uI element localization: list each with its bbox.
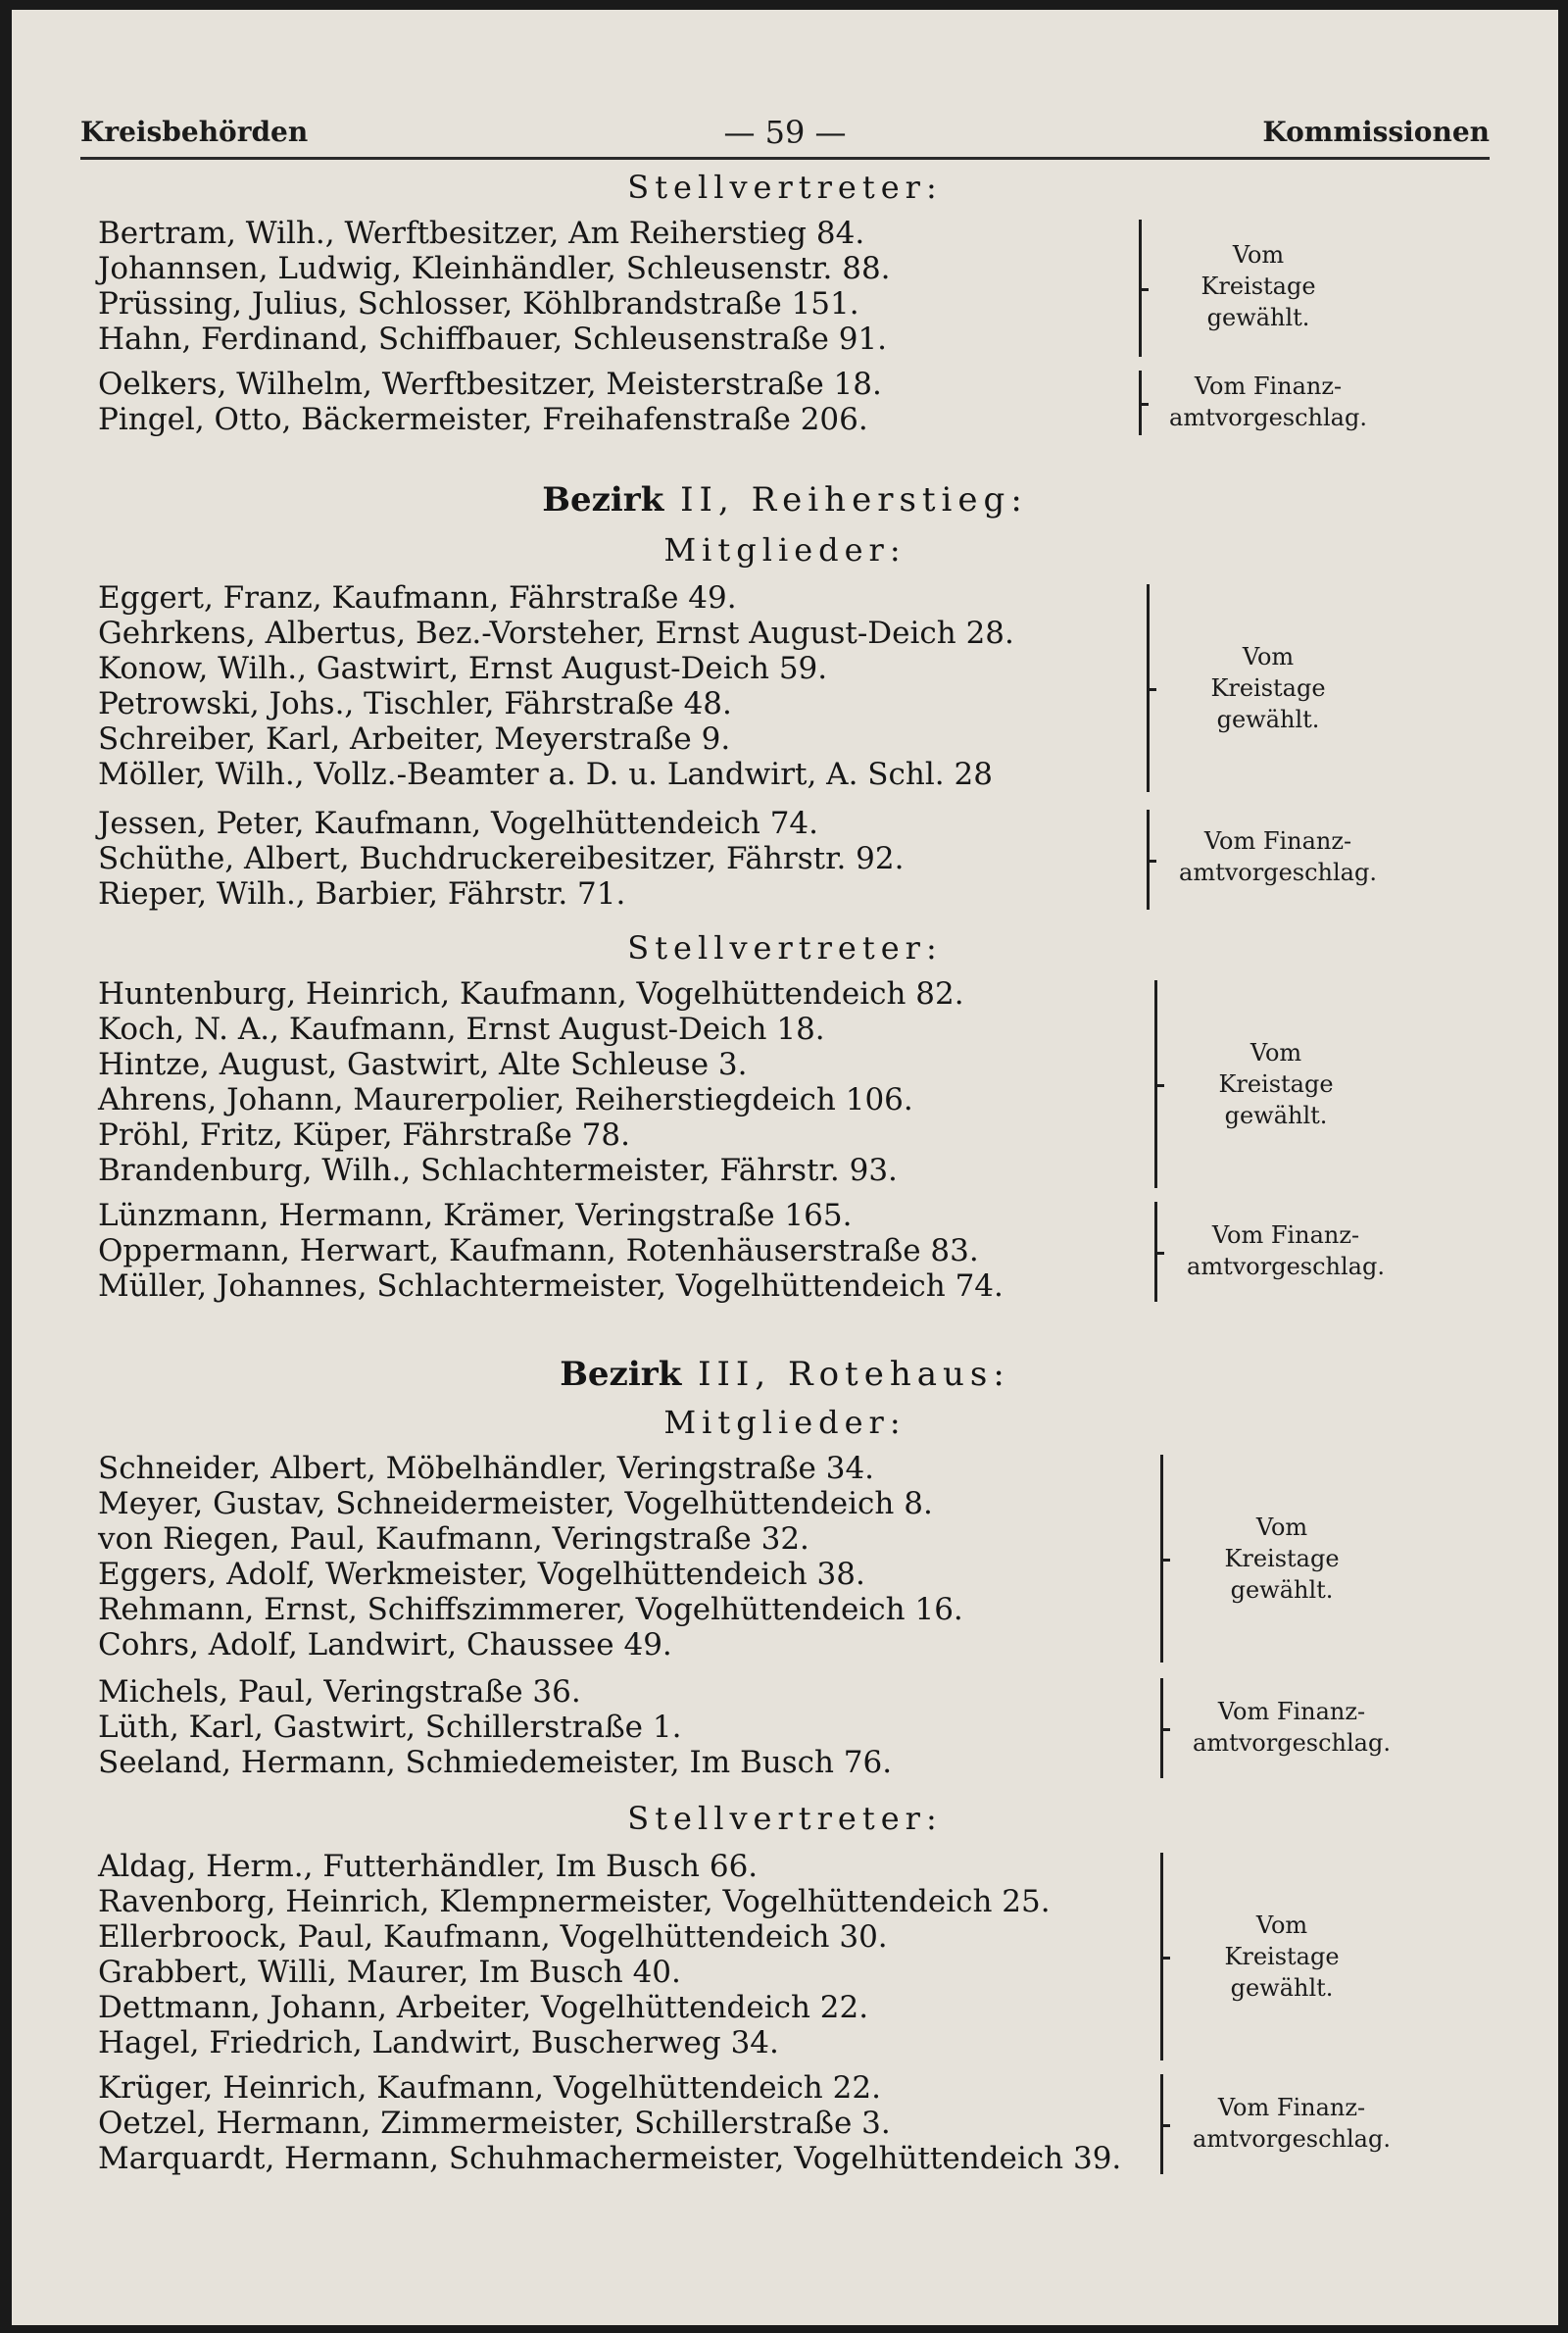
list-item: Grabbert, Willi, Maurer, Im Busch 40.: [98, 1955, 681, 1990]
list-item: Eggert, Franz, Kaufmann, Fährstraße 49.: [98, 580, 737, 616]
list-item: Dettmann, Johann, Arbeiter, Vogelhüttendeich 22.: [98, 1990, 869, 2025]
list-item: Pingel, Otto, Bäckermeister, Freihafenstraße 206.: [98, 402, 868, 437]
brace: [1147, 584, 1150, 792]
list-item: Meyer, Gustav, Schneidermeister, Vogelhüttendeich 8.: [98, 1486, 933, 1521]
note-finanz: Vom Finanz- amtvorgeschlag.: [1193, 1698, 1391, 1757]
note-kreistage: Vom Kreistage gewählt.: [1210, 643, 1326, 733]
brace: [1139, 220, 1142, 357]
list-item: Seeland, Hermann, Schmiedemeister, Im Busch 76.: [98, 1745, 893, 1780]
header-rule: [80, 157, 1490, 160]
list-item: Gehrkens, Albertus, Bez.-Vorsteher, Ernst August-Deich 28.: [98, 616, 1014, 651]
bezirk3-members-heading: Mitglieder:: [663, 1404, 906, 1441]
list-item: Jessen, Peter, Kaufmann, Vogelhüttendeich 74.: [98, 806, 818, 841]
list-item: Schreiber, Karl, Arbeiter, Meyerstraße 9.: [98, 721, 731, 757]
bezirk2-title: Bezirk II, Reiherstieg:: [542, 480, 1028, 520]
list-item: Prüssing, Julius, Schlosser, Köhlbrandstraße 151.: [98, 286, 859, 322]
bezirk3-title: Bezirk III, Rotehaus:: [560, 1355, 1010, 1394]
list-item: Brandenburg, Wilh., Schlachtermeister, Fährstr. 93.: [98, 1153, 898, 1188]
section1-heading: Stellvertreter:: [627, 169, 943, 206]
list-item: Cohrs, Adolf, Landwirt, Chaussee 49.: [98, 1627, 672, 1663]
note-kreistage: Vom Kreistage gewählt.: [1224, 1514, 1340, 1604]
bezirk3-deputies-heading: Stellvertreter:: [627, 1800, 943, 1837]
list-item: Ravenborg, Heinrich, Klempnermeister, Vogelhüttendeich 25.: [98, 1884, 1051, 1919]
brace: [1154, 980, 1157, 1188]
note-finanz: Vom Finanz- amtvorgeschlag.: [1179, 827, 1377, 886]
list-item: Hahn, Ferdinand, Schiffbauer, Schleusenstraße 91.: [98, 322, 888, 357]
list-item: Oelkers, Wilhelm, Werftbesitzer, Meisterstraße 18.: [98, 367, 882, 402]
note-finanz: Vom Finanz- amtvorgeschlag.: [1187, 1221, 1385, 1280]
brace: [1160, 1678, 1163, 1778]
list-item: Konow, Wilh., Gastwirt, Ernst August-Deich 59.: [98, 651, 828, 686]
page-number: — 59 —: [723, 114, 847, 151]
list-item: von Riegen, Paul, Kaufmann, Veringstraße 32.: [98, 1521, 809, 1557]
list-item: Schneider, Albert, Möbelhändler, Veringstraße 34.: [98, 1451, 875, 1486]
list-item: Rieper, Wilh., Barbier, Fährstr. 71.: [98, 876, 626, 912]
note-finanz: Vom Finanz- amtvorgeschlag.: [1193, 2094, 1391, 2153]
list-item: Krüger, Heinrich, Kaufmann, Vogelhüttendeich 22.: [98, 2070, 881, 2106]
brace: [1160, 1455, 1163, 1663]
list-item: Müller, Johannes, Schlachtermeister, Vogelhüttendeich 74.: [98, 1268, 1004, 1304]
bezirk2-deputies-heading: Stellvertreter:: [627, 929, 943, 967]
brace: [1147, 810, 1150, 910]
scanned-page: [12, 10, 1558, 2325]
note-kreistage: Vom Kreistage gewählt.: [1200, 241, 1316, 331]
list-item: Oetzel, Hermann, Zimmermeister, Schillerstraße 3.: [98, 2106, 891, 2141]
header-right: Kommissionen: [1262, 116, 1490, 148]
list-item: Ahrens, Johann, Maurerpolier, Reiherstiegdeich 106.: [98, 1082, 913, 1117]
list-item: Lünzmann, Hermann, Krämer, Veringstraße 165.: [98, 1198, 853, 1233]
running-header: [80, 116, 1490, 155]
brace: [1154, 1202, 1157, 1302]
brace: [1139, 371, 1142, 435]
list-item: Koch, N. A., Kaufmann, Ernst August-Deich 18.: [98, 1012, 825, 1047]
list-item: Marquardt, Hermann, Schuhmachermeister, Vogelhüttendeich 39.: [98, 2141, 1122, 2176]
header-left: Kreisbehörden: [80, 116, 309, 148]
brace: [1160, 1853, 1163, 2060]
list-item: Johannsen, Ludwig, Kleinhändler, Schleusenstr. 88.: [98, 251, 891, 286]
list-item: Schüthe, Albert, Buchdruckereibesitzer, Fährstr. 92.: [98, 841, 905, 876]
list-item: Aldag, Herm., Futterhändler, Im Busch 66.: [98, 1849, 759, 1884]
list-item: Huntenburg, Heinrich, Kaufmann, Vogelhüttendeich 82.: [98, 976, 964, 1012]
list-item: Pröhl, Fritz, Küper, Fährstraße 78.: [98, 1117, 630, 1153]
list-item: Rehmann, Ernst, Schiffszimmerer, Vogelhüttendeich 16.: [98, 1592, 963, 1627]
list-item: Hintze, August, Gastwirt, Alte Schleuse 3.: [98, 1047, 748, 1082]
bezirk2-members-heading: Mitglieder:: [663, 531, 906, 569]
note-kreistage: Vom Kreistage gewählt.: [1224, 1911, 1340, 2002]
list-item: Oppermann, Herwart, Kaufmann, Rotenhäuserstraße 83.: [98, 1233, 979, 1268]
list-item: Michels, Paul, Veringstraße 36.: [98, 1674, 581, 1710]
list-item: Eggers, Adolf, Werkmeister, Vogelhüttendeich 38.: [98, 1557, 865, 1592]
brace: [1160, 2074, 1163, 2174]
list-item: Ellerbroock, Paul, Kaufmann, Vogelhüttendeich 30.: [98, 1919, 888, 1955]
list-item: Lüth, Karl, Gastwirt, Schillerstraße 1.: [98, 1710, 682, 1745]
note-kreistage: Vom Kreistage gewählt.: [1218, 1039, 1334, 1129]
list-item: Petrowski, Johs., Tischler, Fährstraße 48.: [98, 686, 732, 721]
list-item: Möller, Wilh., Vollz.-Beamter a. D. u. Landwirt, A. Schl. 28: [98, 757, 993, 792]
note-finanz: Vom Finanz- amtvorgeschlag.: [1169, 372, 1367, 431]
list-item: Bertram, Wilh., Werftbesitzer, Am Reiherstieg 84.: [98, 216, 865, 251]
list-item: Hagel, Friedrich, Landwirt, Buscherweg 34.: [98, 2025, 779, 2060]
